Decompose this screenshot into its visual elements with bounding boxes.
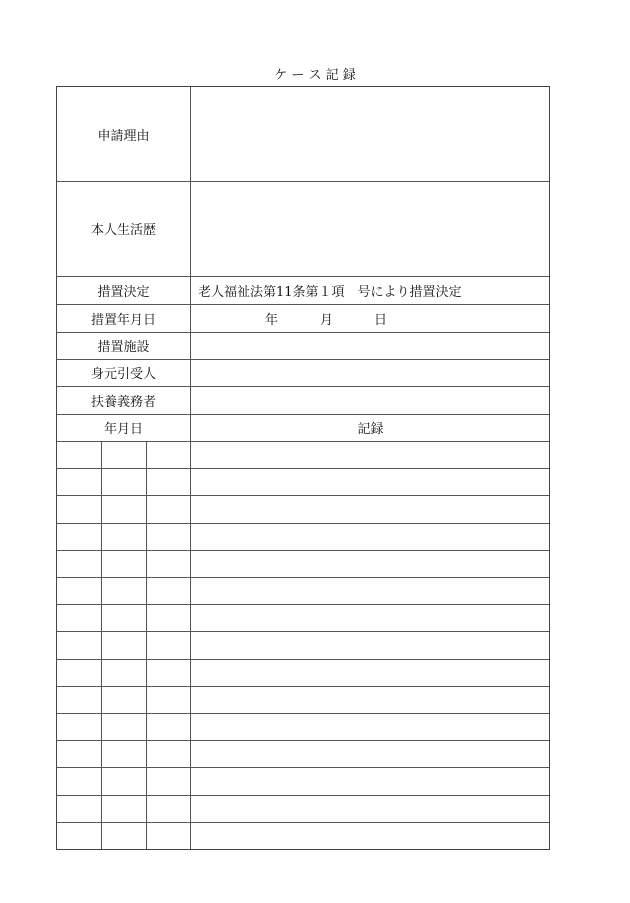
log-day-cell[interactable] — [146, 740, 190, 767]
log-row — [57, 523, 549, 550]
support-obligor-field[interactable] — [190, 386, 551, 414]
row-divider — [57, 304, 549, 305]
date-field[interactable] — [190, 304, 551, 332]
log-month-cell[interactable] — [101, 468, 146, 495]
log-record-cell[interactable] — [190, 686, 549, 713]
log-record-cell[interactable] — [190, 468, 549, 495]
log-month-cell[interactable] — [101, 767, 146, 794]
log-record-cell[interactable] — [190, 795, 549, 822]
log-row — [57, 577, 549, 604]
log-row — [57, 713, 549, 740]
log-year-cell[interactable] — [57, 822, 101, 849]
date-day-label: 日 — [374, 312, 388, 328]
date-subcolumn-divider — [146, 441, 147, 849]
case-record-form — [56, 86, 550, 850]
log-day-cell[interactable] — [146, 795, 190, 822]
log-year-cell[interactable] — [57, 740, 101, 767]
date-subcolumn-divider — [101, 441, 102, 849]
log-year-cell[interactable] — [57, 659, 101, 686]
log-year-cell[interactable] — [57, 441, 101, 468]
log-month-cell[interactable] — [101, 740, 146, 767]
row-divider — [57, 386, 549, 387]
log-row — [57, 604, 549, 631]
log-month-cell[interactable] — [101, 441, 146, 468]
row-divider — [57, 495, 549, 496]
guarantor-label: 身元引受人 — [90, 367, 156, 382]
log-record-cell[interactable] — [190, 659, 549, 686]
facility-label: 措置施設 — [97, 340, 150, 355]
log-month-cell[interactable] — [101, 822, 146, 849]
row-divider — [57, 276, 549, 277]
row-divider — [57, 795, 549, 796]
log-day-cell[interactable] — [146, 550, 190, 577]
log-row — [57, 468, 549, 495]
log-day-cell[interactable] — [146, 495, 190, 522]
row-divider — [57, 686, 549, 687]
log-record-cell[interactable] — [190, 577, 549, 604]
log-year-cell[interactable] — [57, 795, 101, 822]
row-divider — [57, 659, 549, 660]
support-obligor-label: 扶養義務者 — [90, 394, 156, 410]
log-row — [57, 686, 549, 713]
row-divider — [57, 468, 549, 469]
row-divider — [57, 631, 549, 632]
reason-field[interactable] — [190, 87, 551, 181]
log-month-cell[interactable] — [101, 550, 146, 577]
log-month-cell[interactable] — [101, 713, 146, 740]
date-label: 措置年月日 — [90, 312, 156, 328]
log-day-cell[interactable] — [146, 468, 190, 495]
log-row — [57, 495, 549, 522]
row-divider — [57, 550, 549, 551]
log-month-cell[interactable] — [101, 577, 146, 604]
log-day-cell[interactable] — [146, 577, 190, 604]
log-record-cell[interactable] — [190, 713, 549, 740]
log-record-cell[interactable] — [190, 631, 549, 658]
log-year-cell[interactable] — [57, 468, 101, 495]
row-divider — [57, 604, 549, 605]
row-divider — [57, 414, 549, 415]
log-day-cell[interactable] — [146, 822, 190, 849]
history-label: 本人生活歴 — [90, 223, 156, 238]
log-date-header: 年月日 — [103, 422, 143, 437]
log-day-cell[interactable] — [146, 604, 190, 631]
row-divider — [57, 577, 549, 578]
log-row — [57, 631, 549, 658]
facility-field[interactable] — [190, 332, 551, 359]
row-divider — [57, 359, 549, 360]
date-month-label: 月 — [320, 312, 334, 328]
log-year-cell[interactable] — [57, 686, 101, 713]
log-day-cell[interactable] — [146, 441, 190, 468]
log-day-cell[interactable] — [146, 686, 190, 713]
log-month-cell[interactable] — [101, 523, 146, 550]
log-record-cell[interactable] — [190, 495, 549, 522]
log-day-cell[interactable] — [146, 767, 190, 794]
log-row — [57, 659, 549, 686]
log-year-cell[interactable] — [57, 523, 101, 550]
log-record-cell[interactable] — [190, 740, 549, 767]
log-row — [57, 767, 549, 794]
log-month-cell[interactable] — [101, 659, 146, 686]
log-day-cell[interactable] — [146, 631, 190, 658]
log-month-cell[interactable] — [101, 495, 146, 522]
row-divider — [57, 332, 549, 333]
log-record-header: 記録 — [357, 422, 384, 437]
document-title: ケ ー ス 記 録 — [274, 68, 356, 83]
log-record-cell[interactable] — [190, 822, 549, 849]
log-year-cell[interactable] — [57, 550, 101, 577]
log-year-cell[interactable] — [57, 767, 101, 794]
row-divider — [57, 523, 549, 524]
date-year-label: 年 — [265, 312, 279, 328]
decision-text: 老人福祉法第11条第１項 号により措置決定 — [198, 284, 462, 300]
log-month-cell[interactable] — [101, 795, 146, 822]
log-year-cell[interactable] — [57, 604, 101, 631]
log-year-cell[interactable] — [57, 713, 101, 740]
log-month-cell[interactable] — [101, 604, 146, 631]
log-row — [57, 550, 549, 577]
log-record-cell[interactable] — [190, 523, 549, 550]
log-month-cell[interactable] — [101, 686, 146, 713]
guarantor-field[interactable] — [190, 359, 551, 386]
log-record-cell[interactable] — [190, 604, 549, 631]
log-year-cell[interactable] — [57, 631, 101, 658]
log-record-cell[interactable] — [190, 441, 549, 468]
log-day-cell[interactable] — [146, 523, 190, 550]
log-row — [57, 822, 549, 849]
reason-label: 申請理由 — [97, 128, 150, 144]
log-row — [57, 795, 549, 822]
log-row — [57, 740, 549, 767]
row-divider — [57, 767, 549, 768]
log-day-cell[interactable] — [146, 659, 190, 686]
log-day-cell[interactable] — [146, 713, 190, 740]
row-divider — [57, 181, 549, 182]
log-year-cell[interactable] — [57, 577, 101, 604]
log-row — [57, 441, 549, 468]
row-divider — [57, 822, 549, 823]
log-month-cell[interactable] — [101, 631, 146, 658]
row-divider — [57, 740, 549, 741]
decision-label: 措置決定 — [97, 284, 150, 300]
log-record-cell[interactable] — [190, 767, 549, 794]
log-record-cell[interactable] — [190, 550, 549, 577]
log-year-cell[interactable] — [57, 495, 101, 522]
history-field[interactable] — [190, 181, 551, 276]
row-divider — [57, 713, 549, 714]
